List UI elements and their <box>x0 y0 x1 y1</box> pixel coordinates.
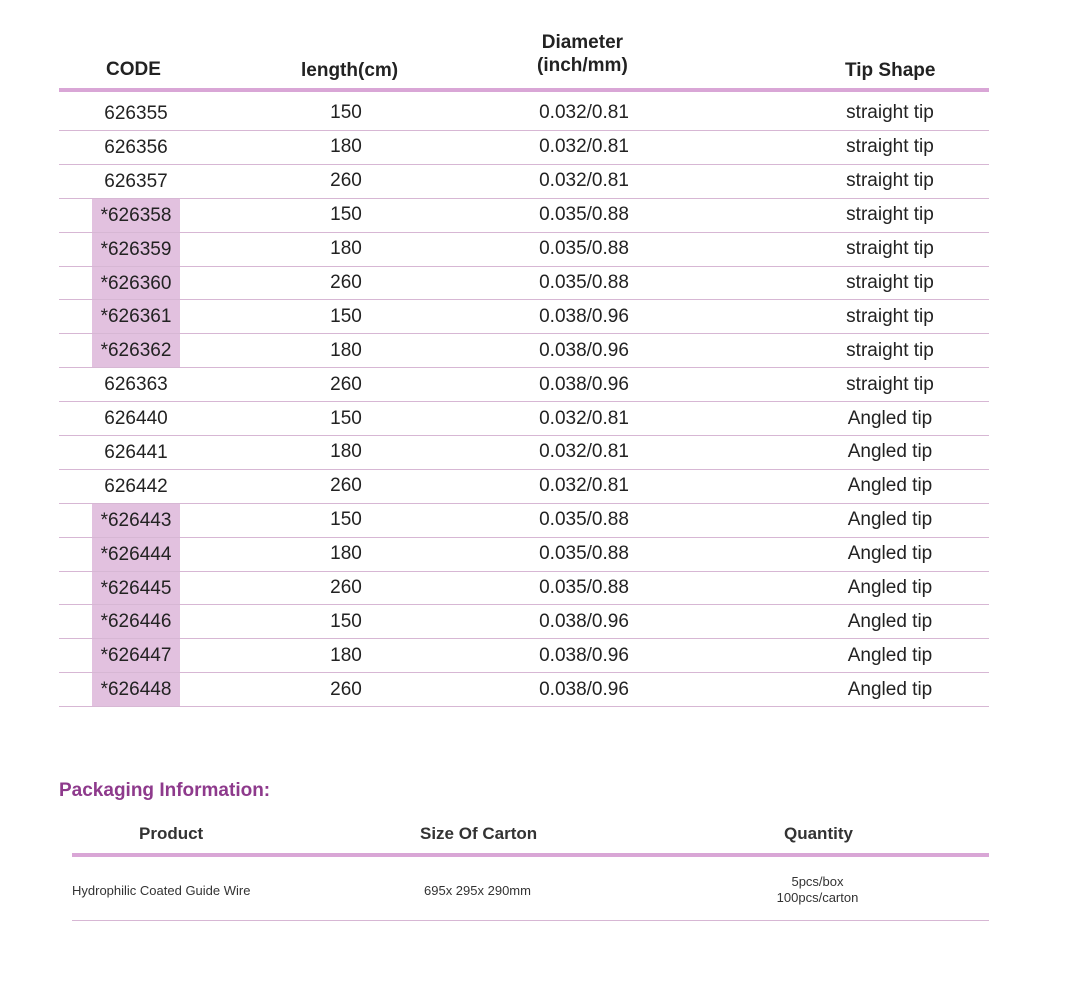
header-diameter <box>537 31 628 77</box>
cell-diameter: 0.032/0.81 <box>539 475 629 497</box>
cell-code: 626363 <box>104 374 168 396</box>
cell-diameter: 0.035/0.88 <box>539 238 629 260</box>
spec-table-body <box>59 92 989 707</box>
cell-length: 180 <box>330 238 362 260</box>
table-row <box>72 857 989 921</box>
cell-tip-shape: straight tip <box>846 204 934 226</box>
cell-tip-shape: Angled tip <box>847 577 933 599</box>
cell-tip-shape: straight tip <box>846 373 934 395</box>
cell-length: 260 <box>330 272 362 293</box>
table-row <box>59 199 989 233</box>
cell-length: 150 <box>330 204 362 226</box>
cell-diameter: 0.032/0.81 <box>539 170 629 192</box>
table-row <box>59 131 989 165</box>
cell-tip-shape: straight tip <box>846 102 934 124</box>
cell-tip-shape: Angled tip <box>847 610 933 632</box>
cell-product: Hydrophilic Coated Guide Wire <box>72 883 251 898</box>
table-row <box>59 233 989 267</box>
cell-code: *626444 <box>92 538 180 571</box>
cell-tip-shape: Angled tip <box>847 678 933 700</box>
table-row <box>59 300 989 334</box>
cell-length: 150 <box>330 610 362 632</box>
cell-code: 626442 <box>104 475 168 497</box>
cell-length: 180 <box>330 644 362 666</box>
cell-tip-shape: straight tip <box>846 272 934 293</box>
table-row <box>59 368 989 402</box>
cell-tip-shape: Angled tip <box>847 441 933 463</box>
cell-code: *626447 <box>92 639 180 672</box>
cell-code: 626356 <box>104 137 168 158</box>
cell-carton-size: 695x 295x 290mm <box>424 883 531 898</box>
cell-tip-shape: Angled tip <box>847 407 933 429</box>
cell-diameter: 0.038/0.96 <box>539 339 629 361</box>
table-row <box>59 572 989 606</box>
cell-code: 626440 <box>104 408 168 430</box>
cell-code: *626361 <box>92 300 180 333</box>
cell-code: *626362 <box>92 334 180 367</box>
cell-diameter: 0.038/0.96 <box>539 373 629 395</box>
cell-length: 150 <box>330 509 362 531</box>
header-code: CODE <box>106 59 161 80</box>
header-product: Product <box>139 824 204 843</box>
header-tip-shape: Tip Shape <box>845 60 936 81</box>
cell-length: 150 <box>330 102 362 124</box>
cell-length: 260 <box>330 373 362 395</box>
spec-table-header <box>59 28 989 88</box>
table-row <box>59 334 989 368</box>
cell-length: 260 <box>330 577 362 599</box>
header-length: length(cm) <box>301 60 399 81</box>
cell-tip-shape: Angled tip <box>847 644 933 666</box>
table-row <box>59 267 989 301</box>
table-row <box>59 605 989 639</box>
cell-tip-shape: straight tip <box>846 136 934 158</box>
cell-diameter: 0.032/0.81 <box>539 102 629 124</box>
cell-diameter: 0.035/0.88 <box>539 272 629 293</box>
cell-diameter: 0.035/0.88 <box>539 509 629 531</box>
spec-table <box>59 28 989 707</box>
table-row <box>59 165 989 199</box>
cell-code: *626360 <box>92 267 180 300</box>
table-row <box>59 436 989 470</box>
cell-length: 180 <box>330 441 362 463</box>
packaging-table-header <box>72 822 989 853</box>
cell-diameter: 0.032/0.81 <box>539 441 629 463</box>
table-row <box>59 92 989 131</box>
cell-code: 626441 <box>104 442 168 464</box>
cell-length: 180 <box>330 543 362 565</box>
cell-quantity-line2: 100pcs/carton <box>776 890 859 905</box>
cell-diameter: 0.035/0.88 <box>539 204 629 226</box>
cell-length: 150 <box>330 305 362 327</box>
cell-tip-shape: straight tip <box>846 305 934 327</box>
cell-length: 260 <box>330 475 362 497</box>
cell-code: 626355 <box>104 103 168 124</box>
cell-quantity <box>752 874 883 906</box>
cell-diameter: 0.038/0.96 <box>539 644 629 666</box>
cell-code: *626448 <box>92 673 180 706</box>
table-row <box>59 402 989 436</box>
cell-code: *626443 <box>92 504 180 537</box>
cell-tip-shape: straight tip <box>846 339 934 361</box>
cell-quantity-line1: 5pcs/box <box>791 874 844 889</box>
cell-tip-shape: Angled tip <box>847 543 933 565</box>
header-quantity: Quantity <box>784 824 853 843</box>
packaging-title: Packaging Information: <box>59 780 271 801</box>
header-carton-size: Size Of Carton <box>420 824 538 843</box>
cell-diameter: 0.032/0.81 <box>539 407 629 429</box>
table-row <box>59 470 989 504</box>
cell-diameter: 0.038/0.96 <box>539 678 629 700</box>
table-row <box>59 504 989 538</box>
cell-length: 180 <box>330 339 362 361</box>
cell-diameter: 0.032/0.81 <box>539 136 629 158</box>
table-row <box>59 639 989 673</box>
cell-tip-shape: Angled tip <box>847 475 933 497</box>
header-diameter-line1: Diameter <box>541 32 624 53</box>
cell-diameter: 0.035/0.88 <box>539 577 629 599</box>
cell-diameter: 0.038/0.96 <box>539 305 629 327</box>
cell-code: *626446 <box>92 605 180 638</box>
cell-length: 260 <box>330 170 362 192</box>
cell-length: 260 <box>330 678 362 700</box>
cell-code: *626358 <box>92 199 180 232</box>
cell-diameter: 0.035/0.88 <box>539 543 629 565</box>
cell-tip-shape: Angled tip <box>847 509 933 531</box>
cell-tip-shape: straight tip <box>846 170 934 192</box>
cell-tip-shape: straight tip <box>846 238 934 260</box>
table-row <box>59 538 989 572</box>
cell-code: *626359 <box>92 233 180 266</box>
cell-code: *626445 <box>92 572 180 605</box>
cell-length: 180 <box>330 136 362 158</box>
cell-length: 150 <box>330 407 362 429</box>
cell-diameter: 0.038/0.96 <box>539 610 629 632</box>
table-row <box>59 673 989 707</box>
cell-code: 626357 <box>104 170 168 192</box>
header-diameter-line2: (inch/mm) <box>537 55 628 76</box>
packaging-table <box>72 822 989 921</box>
